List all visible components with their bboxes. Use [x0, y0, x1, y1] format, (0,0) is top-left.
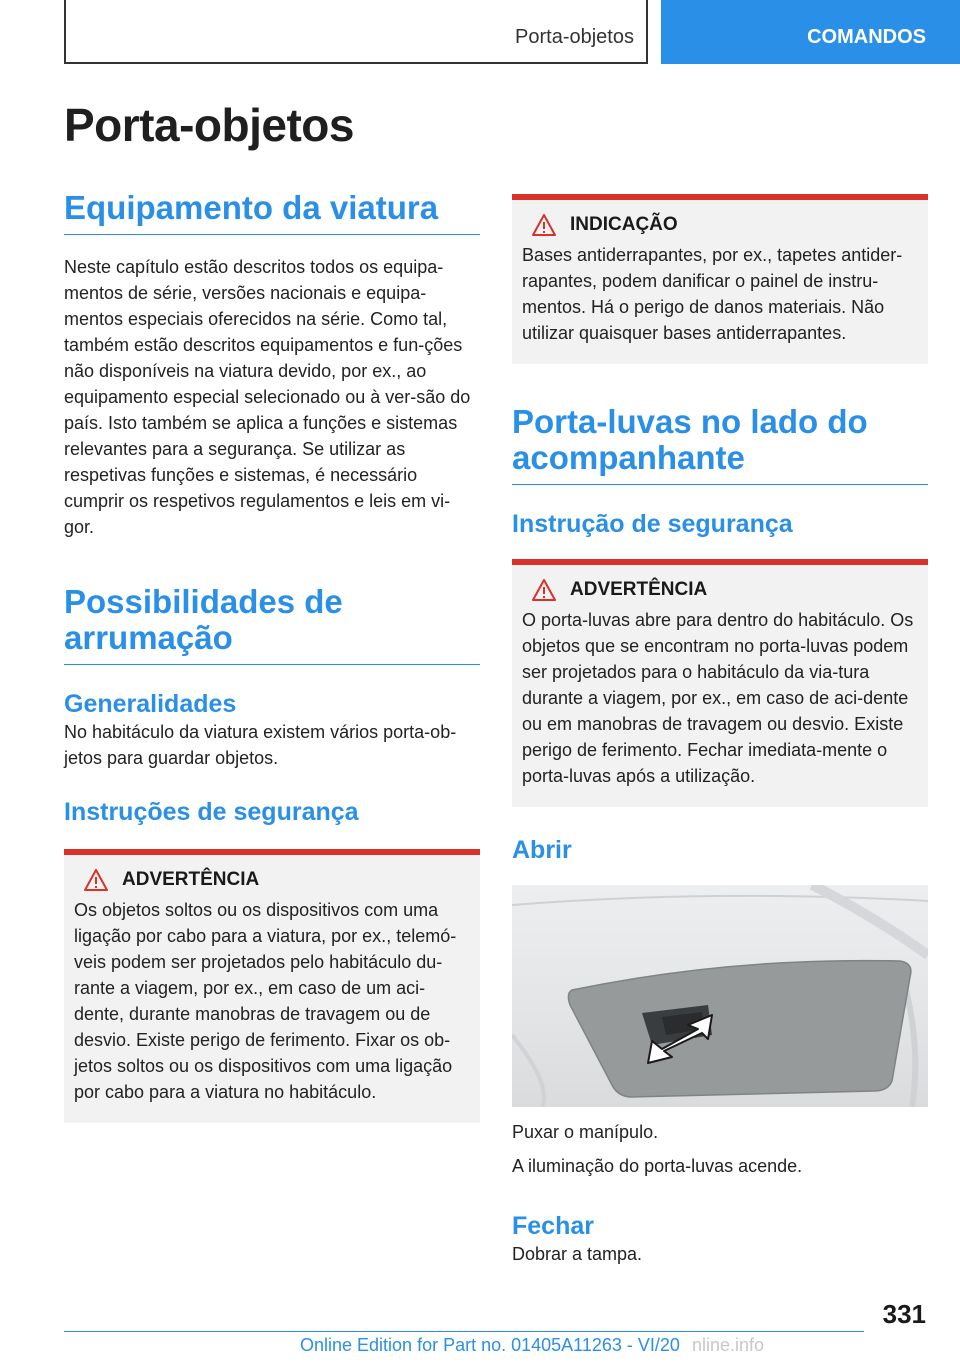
equipment-heading: Equipamento da viatura [64, 190, 480, 235]
page-number: 331 [882, 1299, 926, 1329]
warning-box [64, 849, 480, 1123]
warning-header [74, 869, 470, 891]
glovebox-safety-heading: Instrução de segurança [512, 510, 793, 538]
page-title: Porta-objetos [64, 99, 354, 151]
general-text: No habitáculo da viatura existem vários porta-ob-jetos para guardar objetos. [64, 722, 457, 768]
header-frame [64, 0, 648, 64]
warning-label: ADVERTÊNCIA [122, 869, 260, 890]
note-label: INDICAÇÃO [570, 214, 678, 235]
open-heading: Abrir [512, 836, 572, 864]
note-header [522, 214, 918, 236]
glovebox-illustration [512, 885, 928, 1107]
warning-triangle-icon [84, 869, 108, 891]
glovebox-photo [512, 885, 928, 1107]
glovebox-heading: Porta-luvas no lado do acompanhante [512, 404, 928, 485]
chapter-tab: COMANDOS [661, 0, 960, 64]
glovebox-warning-box [512, 559, 928, 807]
close-heading: Fechar [512, 1212, 594, 1240]
note-box [512, 194, 928, 364]
open-step-1: Puxar o manípulo. [512, 1122, 659, 1142]
safety-heading: Instruções de segurança [64, 798, 359, 826]
right-column [512, 194, 928, 1267]
footer-rule [64, 1331, 864, 1332]
header-section-title: Porta-objetos [515, 26, 634, 48]
open-step-2: A iluminação do porta-luvas acende. [512, 1156, 803, 1176]
left-column [64, 190, 480, 1123]
note-text: Bases antiderrapantes, por ex., tapetes antider-rapantes, podem danificar o painel de instru-mentos. Há o perigo de danos materiais. Não utilizar quaisquer bases antiderrapantes. [522, 245, 903, 343]
glovebox-warning-label: ADVERTÊNCIA [570, 579, 708, 600]
close-text: Dobrar a tampa. [512, 1244, 643, 1264]
general-heading: Generalidades [64, 690, 237, 718]
equipment-text: Neste capítulo estão descritos todos os equipa-mentos de série, versões nacionais e equipa-mentos especiais oferecidos na série. Como tal, também estão descritos equipamentos e fun-ções não disponíveis na viatura devido, por ex., ao equipamento especial selecionado ou à ver-são do país. Isto também se aplica a funções e sistemas relevantes para a segurança. Se utilizar as respetivas funções e sistemas, é necessário cumprir os respetivos regulamentos e leis em vi-gor. [64, 257, 471, 537]
footer-edition: Online Edition for Part no. 01405A11263 - VI/20 [300, 1335, 680, 1355]
footer-watermark: nline.info [692, 1335, 765, 1355]
warning-triangle-icon [532, 579, 556, 601]
glovebox-warning-text: O porta-luvas abre para dentro do habitáculo. Os objetos que se encontram no porta-luvas podem ser projetados para o habitáculo da via-tura durante a viagem, por ex., em caso de aci-dente ou em manobras de travagem ou desvio. Existe perigo de ferimento. Fechar imediata-mente o porta-luvas após a utilização. [522, 610, 914, 786]
glovebox-warning-header [522, 579, 918, 601]
warning-triangle-icon [532, 214, 556, 236]
storage-heading: Possibilidades de arrumação [64, 584, 480, 665]
warning-text: Os objetos soltos ou os dispositivos com uma ligação por cabo para a viatura, por ex., telemó-veis podem ser projetados pelo habitáculo du-rante a viagem, por ex., em caso de um aci-dente, durante manobras de travagem ou de desvio. Existe perigo de ferimento. Fixar os ob-jetos soltos ou os dispositivos com uma ligação por cabo para a viatura no habitáculo. [74, 900, 457, 1102]
